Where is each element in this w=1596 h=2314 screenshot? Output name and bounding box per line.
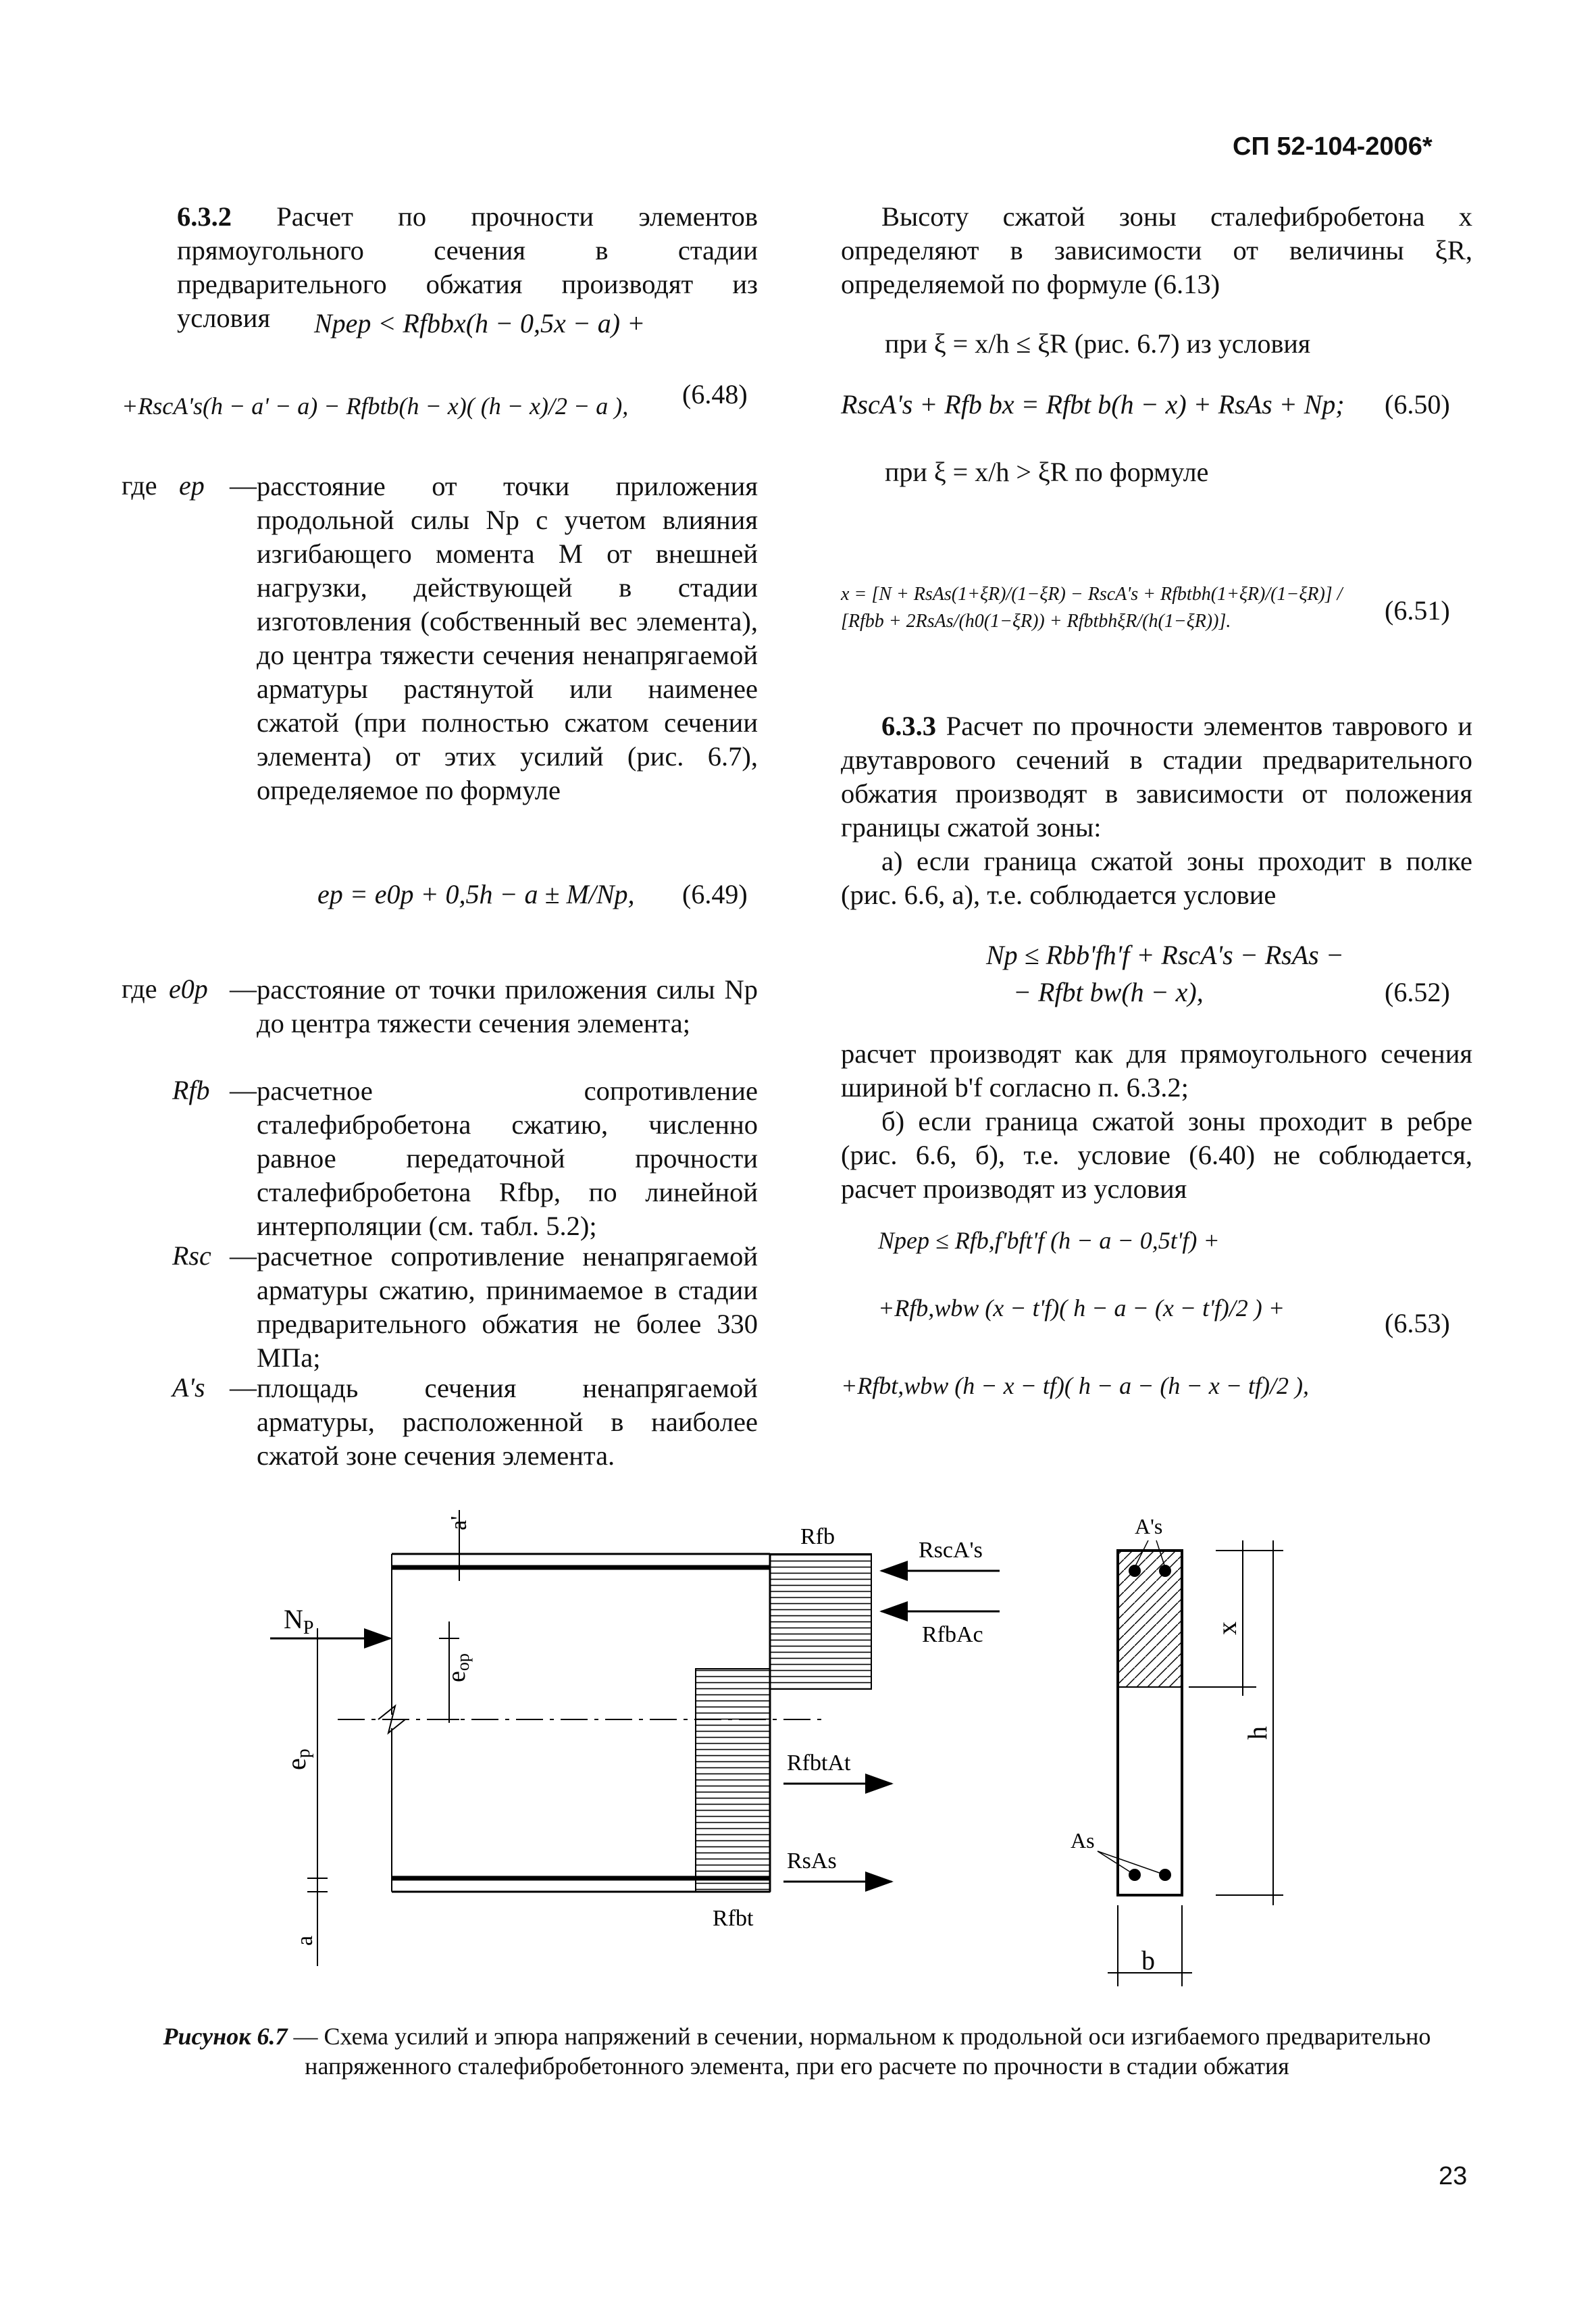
term-rsc-definition: расчетное сопротивление ненапрягаемой арматуры сжатию, принимаемое в стадии предварительного обжатия не более 330 МПа; — [257, 1241, 758, 1373]
equation-number: (6.50) — [1385, 389, 1450, 420]
label-rfb: Rfb — [800, 1524, 835, 1549]
page-number: 23 — [1439, 2162, 1468, 2190]
label-b: b — [1141, 1945, 1155, 1976]
label-rscas: RscA's — [919, 1538, 983, 1563]
case-a-text: а) если граница сжатой зоны проходит в полке (рис. 6.6, а), т.е. соблюдается условие — [841, 846, 1472, 910]
equation-6-52-line2: − Rfbt bw(h − x), — [1013, 977, 1204, 1007]
equation-6-51: x = [N + RsAs(1+ξR)/(1−ξR) − RscA's + Rfbtbh(1+ξR)/(1−ξR)] / [Rfbb + 2RsAs/(h0(1−ξR)) + RfbtbhξR/(h(1−ξR))]. — [841, 584, 1343, 632]
case-a-tail: расчет производят как для прямоугольного сечения шириной b'f согласно п. 6.3.2; — [841, 1038, 1472, 1103]
dash: — — [230, 1075, 257, 1105]
label-np: $N_P$ — [284, 1604, 314, 1638]
equation-6-48-line2: +RscA's(h − a' − a) − Rfbtb(h − x)( (h − x)/2 − a ), — [122, 393, 629, 420]
figure-6-7 — [0, 1473, 1596, 2013]
compression-stress-block — [770, 1554, 871, 1689]
equation-6-50: RscA's + Rfb bx = Rfbt b(h − x) + RsAs + Np; — [841, 389, 1345, 420]
condition-2: при ξ = x/h > ξR по формуле — [885, 457, 1209, 487]
equation-6-53-line2: +Rfb,wbw (x − t'f)( h − a − (x − t'f)/2 ) + — [878, 1294, 1285, 1322]
where-label: где — [122, 470, 157, 501]
term-e0p-definition: расстояние от точки приложения силы Np до центра тяжести сечения элемента; — [257, 974, 758, 1038]
cross-section — [1098, 1540, 1182, 1895]
dash: — — [230, 974, 257, 1004]
label-h: h — [1242, 1726, 1272, 1740]
term-rfb-definition: расчетное сопротивление сталефибробетона сжатию, численно равное передаточной прочности сталефибробетона Rfbp, по линейной интерполяции (см. табл. 5.2); — [257, 1076, 758, 1241]
section-text: Расчет по прочности элементов прямоугольного сечения в стадии предварительного обжатия производят из условия — [177, 201, 758, 333]
condition-1: при ξ = x/h ≤ ξR (рис. 6.7) из условия — [885, 328, 1311, 359]
section-number: 6.3.3 — [881, 711, 936, 741]
figure-caption: Рисунок 6.7 — Схема усилий и эпюра напряжений в сечении, нормальном к продольной оси изгибаемого предварительно напряженного сталефибробетонного элемента, при его расчете по прочности в стадии обжатия — [163, 2023, 1431, 2080]
label-rfbt: Rfbt — [713, 1906, 754, 1931]
right-intro: Высоту сжатой зоны сталефибробетона x определяют в зависимости от величины ξR, определяемой по формуле (6.13) — [841, 201, 1472, 299]
dash: — — [230, 1372, 257, 1403]
label-ep: ep — [281, 1749, 314, 1770]
term-ep: ep — [179, 470, 205, 501]
equation-6-52-line1: Np ≤ Rbb'fh'f + RscA's − RsAs − — [986, 940, 1344, 970]
label-x: x — [1212, 1621, 1242, 1635]
equation-6-53-line3: +Rfbt,wbw (h − x − tf)( h − a − (h − x − tf)/2 ), — [841, 1372, 1309, 1399]
term-as-prime-definition: площадь сечения ненапрягаемой арматуры, расположенной в наиболее сжатой зоне сечения элемента. — [257, 1373, 758, 1471]
document-code: СП 52-104-2006* — [1233, 132, 1433, 161]
dash: — — [230, 1240, 257, 1271]
term-as-prime: A's — [172, 1372, 205, 1403]
term-rfb: Rfb — [172, 1075, 210, 1105]
case-b-text: б) если граница сжатой зоны проходит в ребре (рис. 6.6, б), т.е. условие (6.40) не соблюдается, расчет производят из условия — [841, 1106, 1472, 1204]
label-rfbtat: RfbtAt — [787, 1751, 851, 1776]
dimension-lines — [307, 1510, 469, 1966]
where-label: где — [122, 974, 157, 1004]
term-rsc: Rsc — [172, 1240, 211, 1271]
equation-6-53-line1: Npep ≤ Rfb,f'bft'f (h − a − 0,5t'f) + — [878, 1227, 1220, 1254]
label-as-prime: A's — [1135, 1514, 1163, 1538]
equation-number: (6.48) — [682, 379, 748, 409]
label-rsas: RsAs — [787, 1848, 837, 1873]
term-ep-definition: расстояние от точки приложения продольной силы Np с учетом влияния изгибающего момента M от внешней нагрузки, действующей в стадии изготовления (собственный вес элемента), до центра тяжести сечения ненапрягаемой арматуры растянутой или наименее сжатой (при полностью сжатом сечении элемента) от этих усилий (рис. 6.7), определяемое по формуле — [257, 471, 758, 805]
section-6-3-3 — [841, 709, 1472, 912]
dash: — — [230, 470, 257, 501]
label-as: As — [1071, 1828, 1095, 1853]
label-eop: eop — [442, 1653, 473, 1682]
equation-number: (6.49) — [682, 879, 748, 909]
equation-number: (6.53) — [1385, 1308, 1450, 1338]
equation-number: (6.51) — [1385, 595, 1450, 626]
term-e0p: e0p — [169, 974, 208, 1004]
section-text: Расчет по прочности элементов таврового и двутаврового сечений в стадии предварительного обжатия производят в зависимости от положения границы сжатой зоны: — [841, 711, 1472, 842]
equation-6-49: ep = e0p + 0,5h − a ± M/Np, — [317, 879, 635, 909]
equation-number: (6.52) — [1385, 977, 1450, 1007]
section-number: 6.3.2 — [177, 201, 232, 232]
case-b-block — [841, 1037, 1472, 1206]
equation-6-48-line1: Npep < Rfbbx(h − 0,5x − a) + — [314, 308, 646, 338]
label-a-prime: a' — [446, 1515, 471, 1530]
label-a: a — [292, 1935, 317, 1946]
tension-stress-block — [696, 1669, 770, 1892]
label-rfbac: RfbAc — [922, 1622, 983, 1647]
